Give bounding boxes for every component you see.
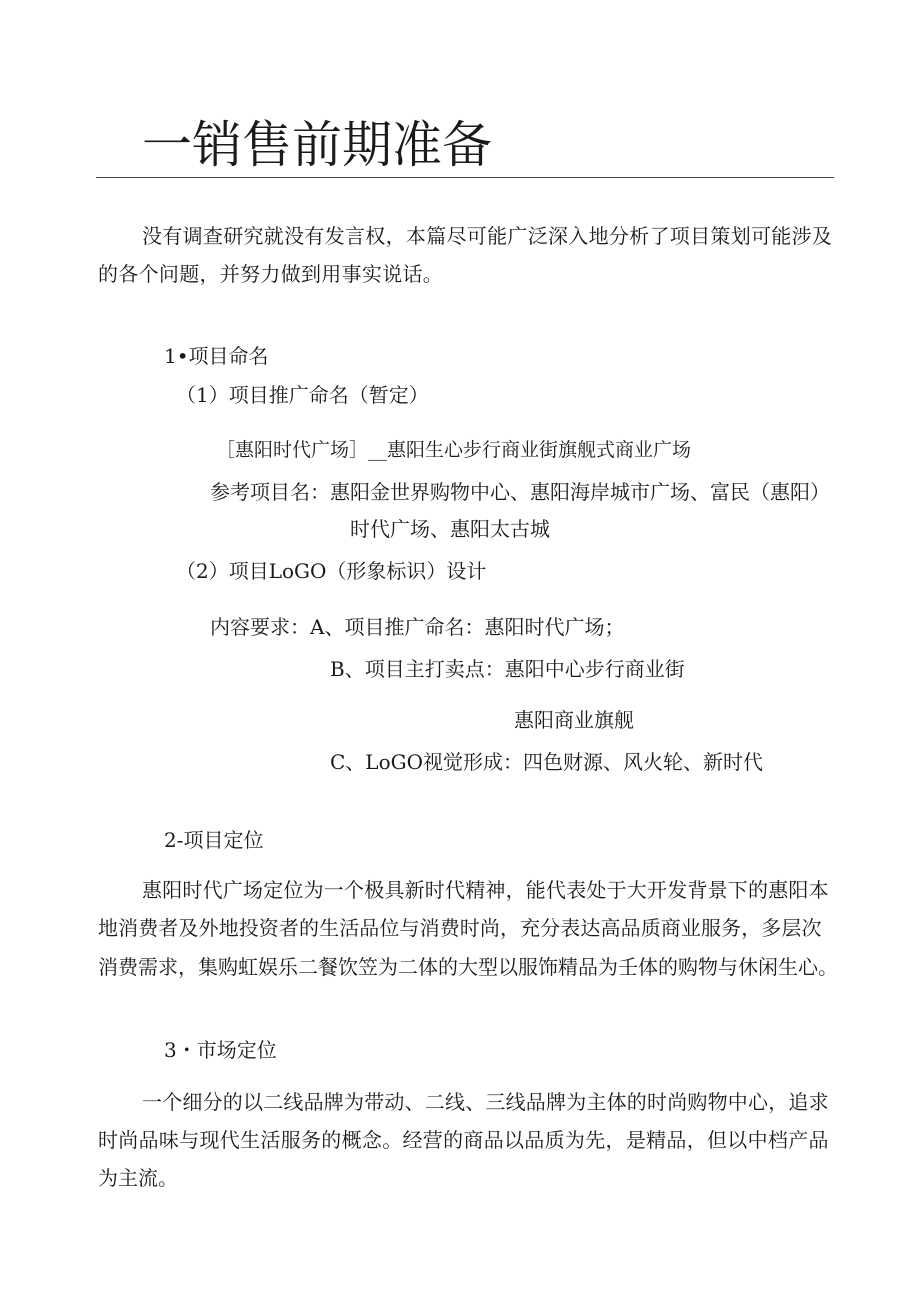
section-3-heading: 3・市场定位	[164, 1038, 277, 1062]
logo-requirement-a: 内容要求：A、项目推广命名：惠阳时代广场；	[210, 615, 625, 639]
intro-line-1: 没有调查研究就没有发言权，本篇尽可能广泛深入地分析了项目策划可能涉及	[142, 224, 833, 248]
market-line-1: 一个细分的以二线品牌为带动、二线、三线品牌为主体的时尚购物中心，追求	[142, 1090, 829, 1114]
section-2-heading: 2-项目定位	[164, 828, 264, 852]
positioning-line-2: 地消费者及外地投资者的生活品位与消费时尚，充分表达高品质商业服务，多层次	[98, 916, 822, 940]
reference-names-line-2: 时代广场、惠阳太古城	[350, 517, 550, 541]
reference-names-line-1: 参考项目名：惠阳金世界购物中心、惠阳海岸城市广场、富民（惠阳）	[210, 480, 830, 504]
section-1-sub-2-heading: （2）项目LoGO（形象标识）设计	[176, 559, 487, 583]
positioning-line-3: 消费需求，集购虹娱乐二餐饮笠为二体的大型以服饰精品为壬体的购物与休闲生心。	[98, 955, 838, 979]
positioning-line-1: 惠阳时代广场定位为一个极具新时代精神，能代表处于大开发背景下的惠阳本	[142, 878, 829, 902]
title-divider	[96, 177, 834, 178]
section-1-heading: 1•项目命名	[164, 344, 269, 368]
project-name-line: ［惠阳时代广场］__惠阳生心步行商业街旗舰式商业广场	[216, 439, 692, 461]
logo-requirement-b: B、项目主打卖点：惠阳中心步行商业街	[330, 657, 685, 681]
market-line-2: 时尚品味与现代生活服务的概念。经营的商品以品质为先，是精品，但以中档产品	[98, 1128, 829, 1152]
market-line-3: 为主流。	[98, 1166, 178, 1190]
logo-requirement-c: C、LoGO视觉形成：四色财源、风火轮、新时代	[330, 750, 763, 774]
page-title: 一销售前期准备	[142, 116, 492, 174]
logo-requirement-b-continued: 惠阳商业旗舰	[514, 708, 634, 732]
section-1-sub-1-heading: （1）项目推广命名（暂定）	[176, 383, 429, 407]
intro-line-2: 的各个问题，并努力做到用事实说话。	[98, 262, 444, 286]
